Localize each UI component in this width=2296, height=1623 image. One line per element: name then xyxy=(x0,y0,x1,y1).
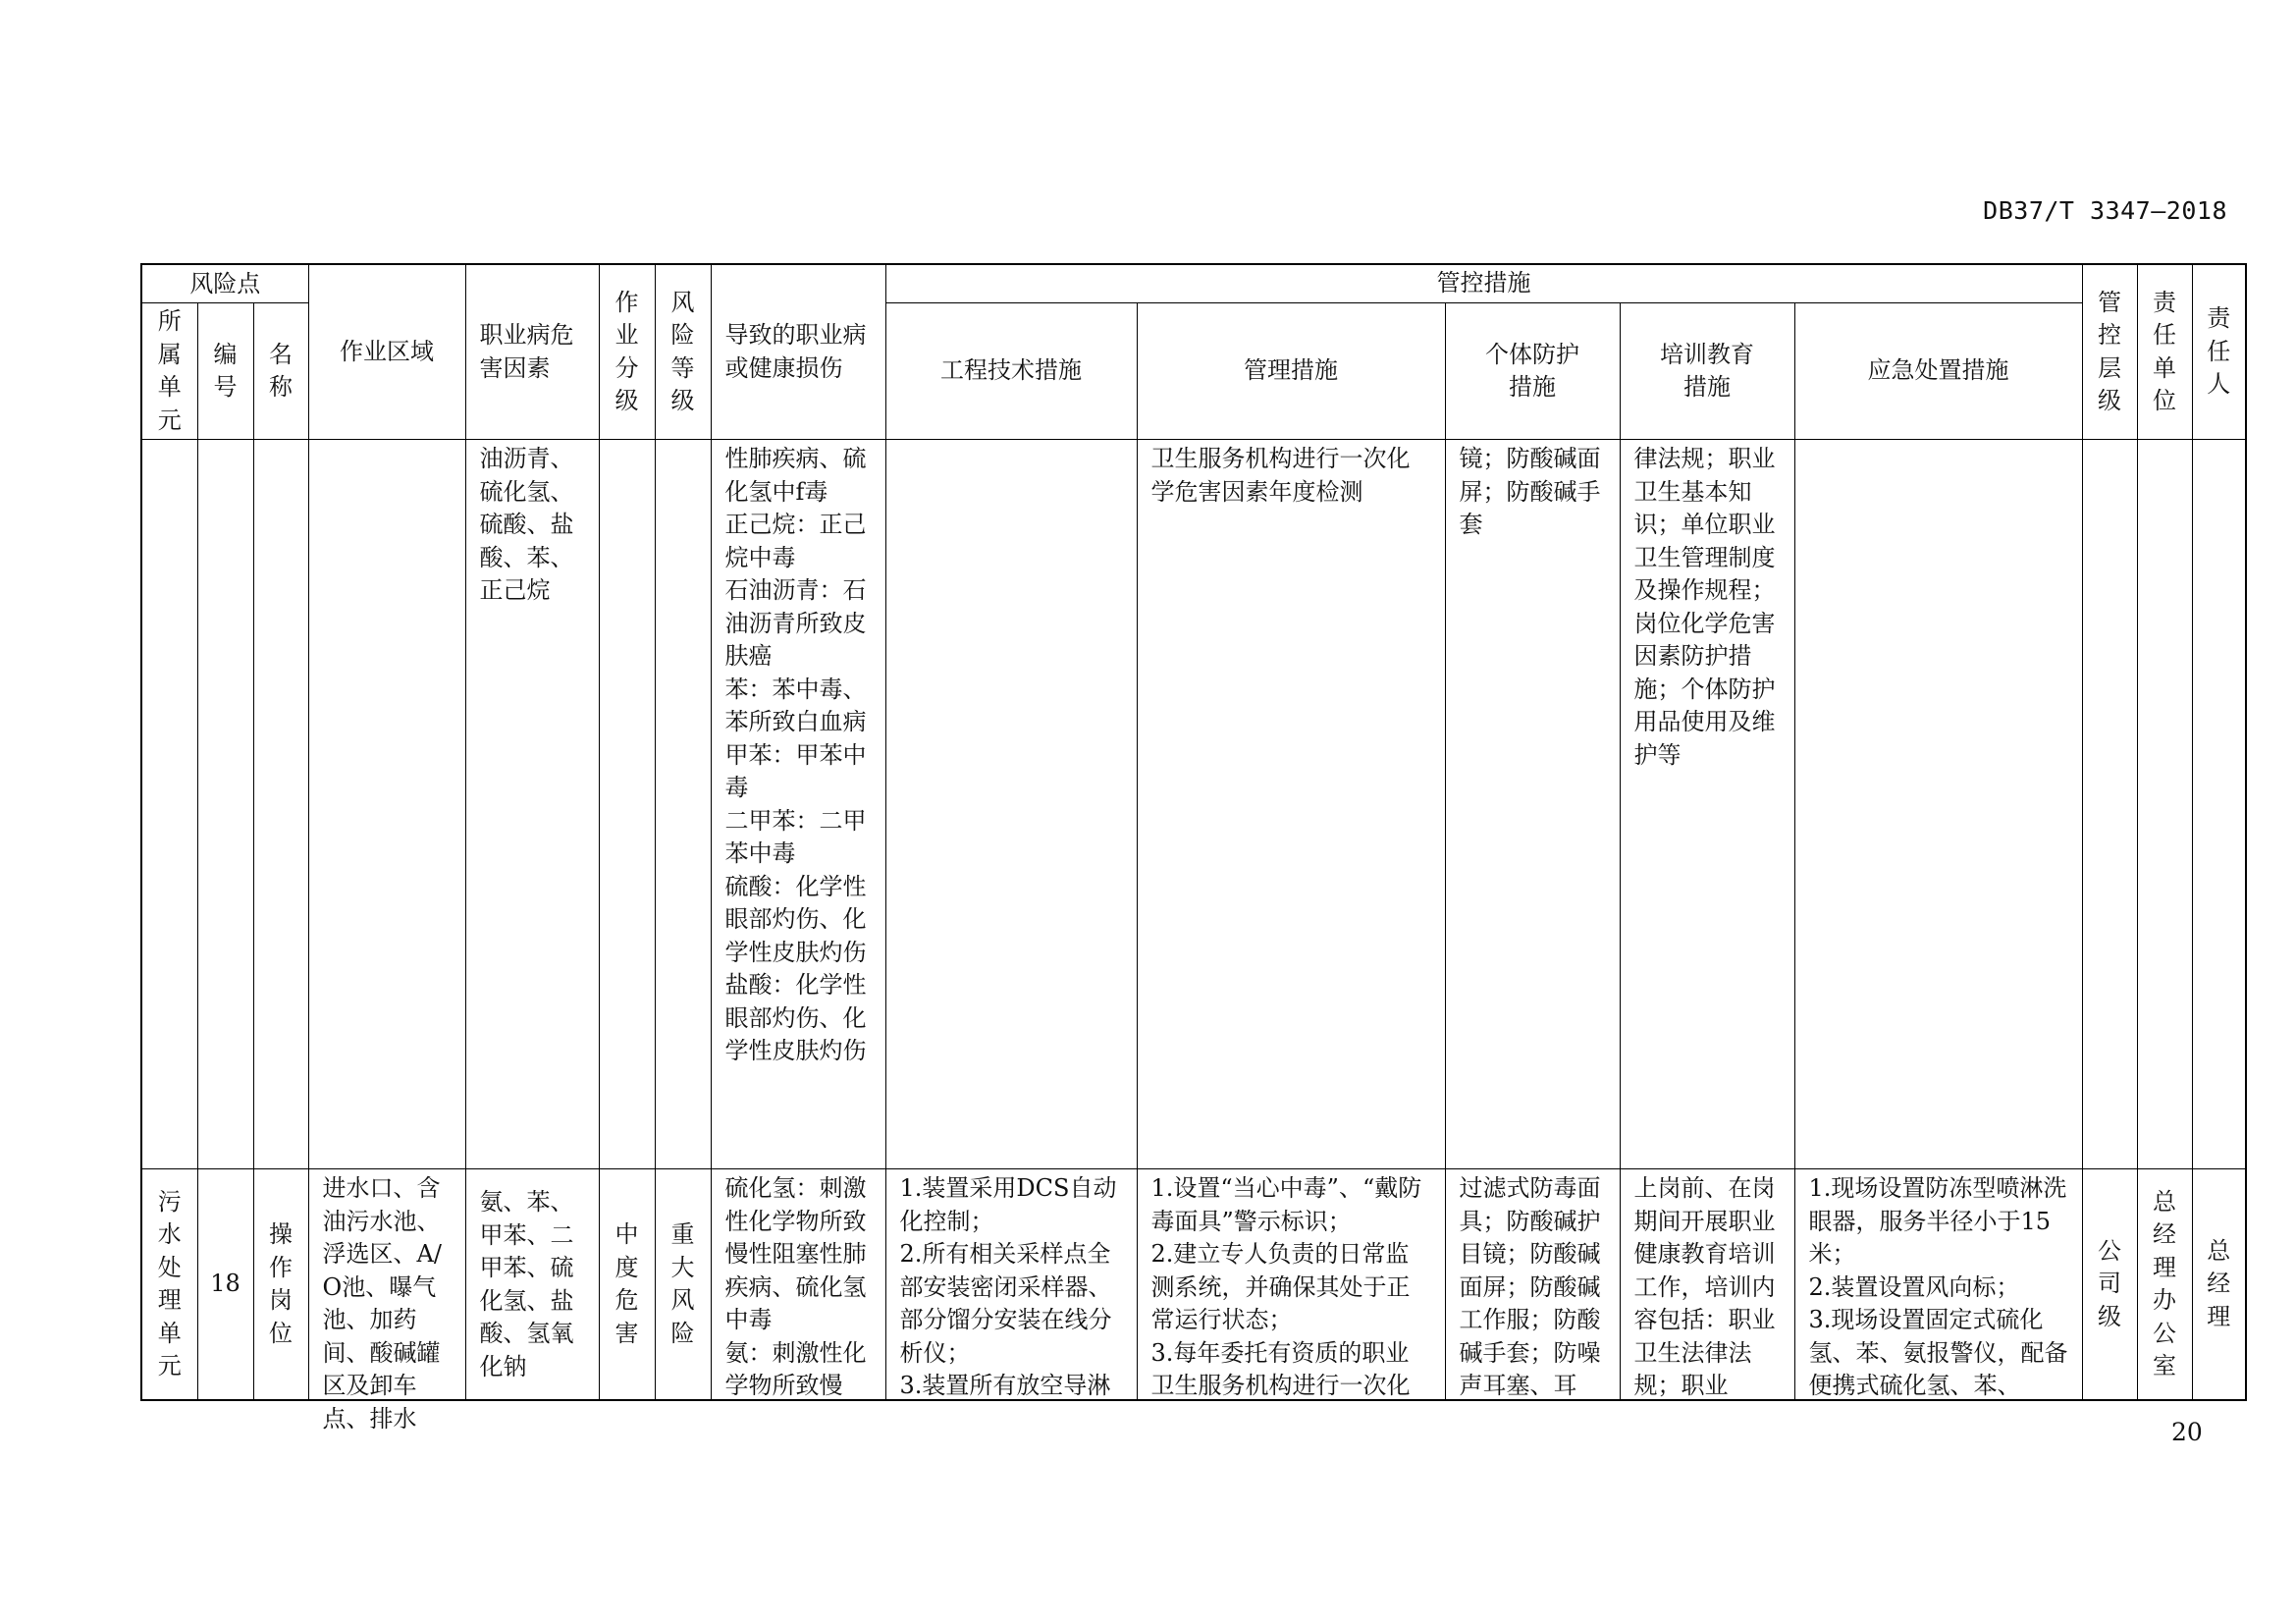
header-control-level: 管控层级 xyxy=(2082,264,2137,440)
header-emergency: 应急处置措施 xyxy=(1794,303,2082,440)
header-control-measures: 管控措施 xyxy=(885,264,2082,303)
cell-name: 操作岗位 xyxy=(253,1169,308,1401)
cell-resp-unit xyxy=(2137,440,2192,1169)
cell-resp-unit: 总经理办公室 xyxy=(2137,1169,2192,1401)
header-management: 管理措施 xyxy=(1137,303,1445,440)
cell-hazard-factors: 氨、苯、甲苯、二甲苯、硫化氢、盐酸、氢氧化钠 xyxy=(465,1169,599,1401)
cell-unit xyxy=(141,440,197,1169)
cell-disease: 硫化氢：刺激性化学物所致慢性阻塞性肺疾病、硫化氢中毒 氨：刺激性化学物所致慢 xyxy=(711,1169,885,1401)
cell-control-level: 公司级 xyxy=(2082,1169,2137,1401)
cell-risk-level: 重大风险 xyxy=(655,1169,711,1401)
cell-disease: 性肺疾病、硫化氢中f毒 正己烷：正己烷中毒 石油沥青：石油沥青所致皮肤癌 苯：苯中毒、苯所致白血病 甲苯：甲苯中毒 二甲苯：二甲苯中毒 硫酸：化学性眼部灼伤、化学性皮肤灼伤 盐酸：化学性眼部灼伤、化学性皮肤灼伤 xyxy=(711,440,885,1169)
header-resp-unit: 责任单位 xyxy=(2137,264,2192,440)
header-number: 编号 xyxy=(197,303,253,440)
cell-work-class: 中度危害 xyxy=(599,1169,655,1401)
header-hazard-factors: 职业病危害因素 xyxy=(465,264,599,440)
header-risk-level: 风险等级 xyxy=(655,264,711,440)
cell-resp-person xyxy=(2192,440,2246,1169)
cell-engineering xyxy=(885,440,1137,1169)
cell-management: 1.设置“当心中毒”、“戴防毒面具”警示标识； 2.建立专人负责的日常监测系统，并确保其处于正常运行状态； 3.每年委托有资质的职业卫生服务机构进行一次化 xyxy=(1137,1169,1445,1401)
header-engineering: 工程技术措施 xyxy=(885,303,1137,440)
cell-emergency: 1.现场设置防冻型喷淋洗眼器，服务半径小于15米； 2.装置设置风向标； 3.现场设置固定式硫化氢、苯、氨报警仪，配备便携式硫化氢、苯、 xyxy=(1794,1169,2082,1401)
table-row xyxy=(141,1169,2246,1401)
header-name: 名称 xyxy=(253,303,308,440)
document-code: DB37/T 3347—2018 xyxy=(1983,196,2227,225)
header-unit: 所属单元 xyxy=(141,303,197,440)
cell-resp-person: 总经理 xyxy=(2192,1169,2246,1401)
cell-work-area xyxy=(308,440,465,1169)
cell-emergency xyxy=(1794,440,2082,1169)
cell-management: 卫生服务机构进行一次化学危害因素年度检测 xyxy=(1137,440,1445,1169)
cell-ppe: 过滤式防毒面具；防酸碱护目镜；防酸碱面屏；防酸碱工作服；防酸碱手套；防噪声耳塞、耳 xyxy=(1445,1169,1620,1401)
cell-work-class xyxy=(599,440,655,1169)
cell-risk-level xyxy=(655,440,711,1169)
cell-number xyxy=(197,440,253,1169)
cell-hazard-factors: 油沥青、硫化氢、硫酸、盐酸、苯、正己烷 xyxy=(465,440,599,1169)
cell-ppe: 镜；防酸碱面屏；防酸碱手套 xyxy=(1445,440,1620,1169)
table-row xyxy=(141,440,2246,1169)
cell-work-area: 进水口、含油污水池、浮选区、A/O池、曝气池、加药间、酸碱罐区及卸车点、排水 xyxy=(308,1169,465,1401)
header-risk-point: 风险点 xyxy=(141,264,308,303)
header-row-1 xyxy=(141,264,2246,303)
header-work-class: 作业分级 xyxy=(599,264,655,440)
header-work-area: 作业区域 xyxy=(308,264,465,440)
page-number: 20 xyxy=(2171,1418,2203,1446)
cell-training: 上岗前、在岗期间开展职业健康教育培训工作，培训内容包括：职业卫生法律法规；职业 xyxy=(1620,1169,1794,1401)
cell-engineering: 1.装置采用DCS自动化控制； 2.所有相关采样点全部安装密闭采样器、部分馏分安装在线分析仪； 3.装置所有放空导淋 xyxy=(885,1169,1137,1401)
cell-number: 18 xyxy=(197,1169,253,1401)
cell-control-level xyxy=(2082,440,2137,1169)
header-resp-person: 责任人 xyxy=(2192,264,2246,440)
header-training: 培训教育措施 xyxy=(1620,303,1794,440)
cell-training: 律法规；职业卫生基本知识；单位职业卫生管理制度及操作规程；岗位化学危害因素防护措施；个体防护用品使用及维护等 xyxy=(1620,440,1794,1169)
cell-unit: 污水处理单元 xyxy=(141,1169,197,1401)
header-ppe: 个体防护措施 xyxy=(1445,303,1620,440)
header-disease: 导致的职业病或健康损伤 xyxy=(711,264,885,440)
cell-name xyxy=(253,440,308,1169)
